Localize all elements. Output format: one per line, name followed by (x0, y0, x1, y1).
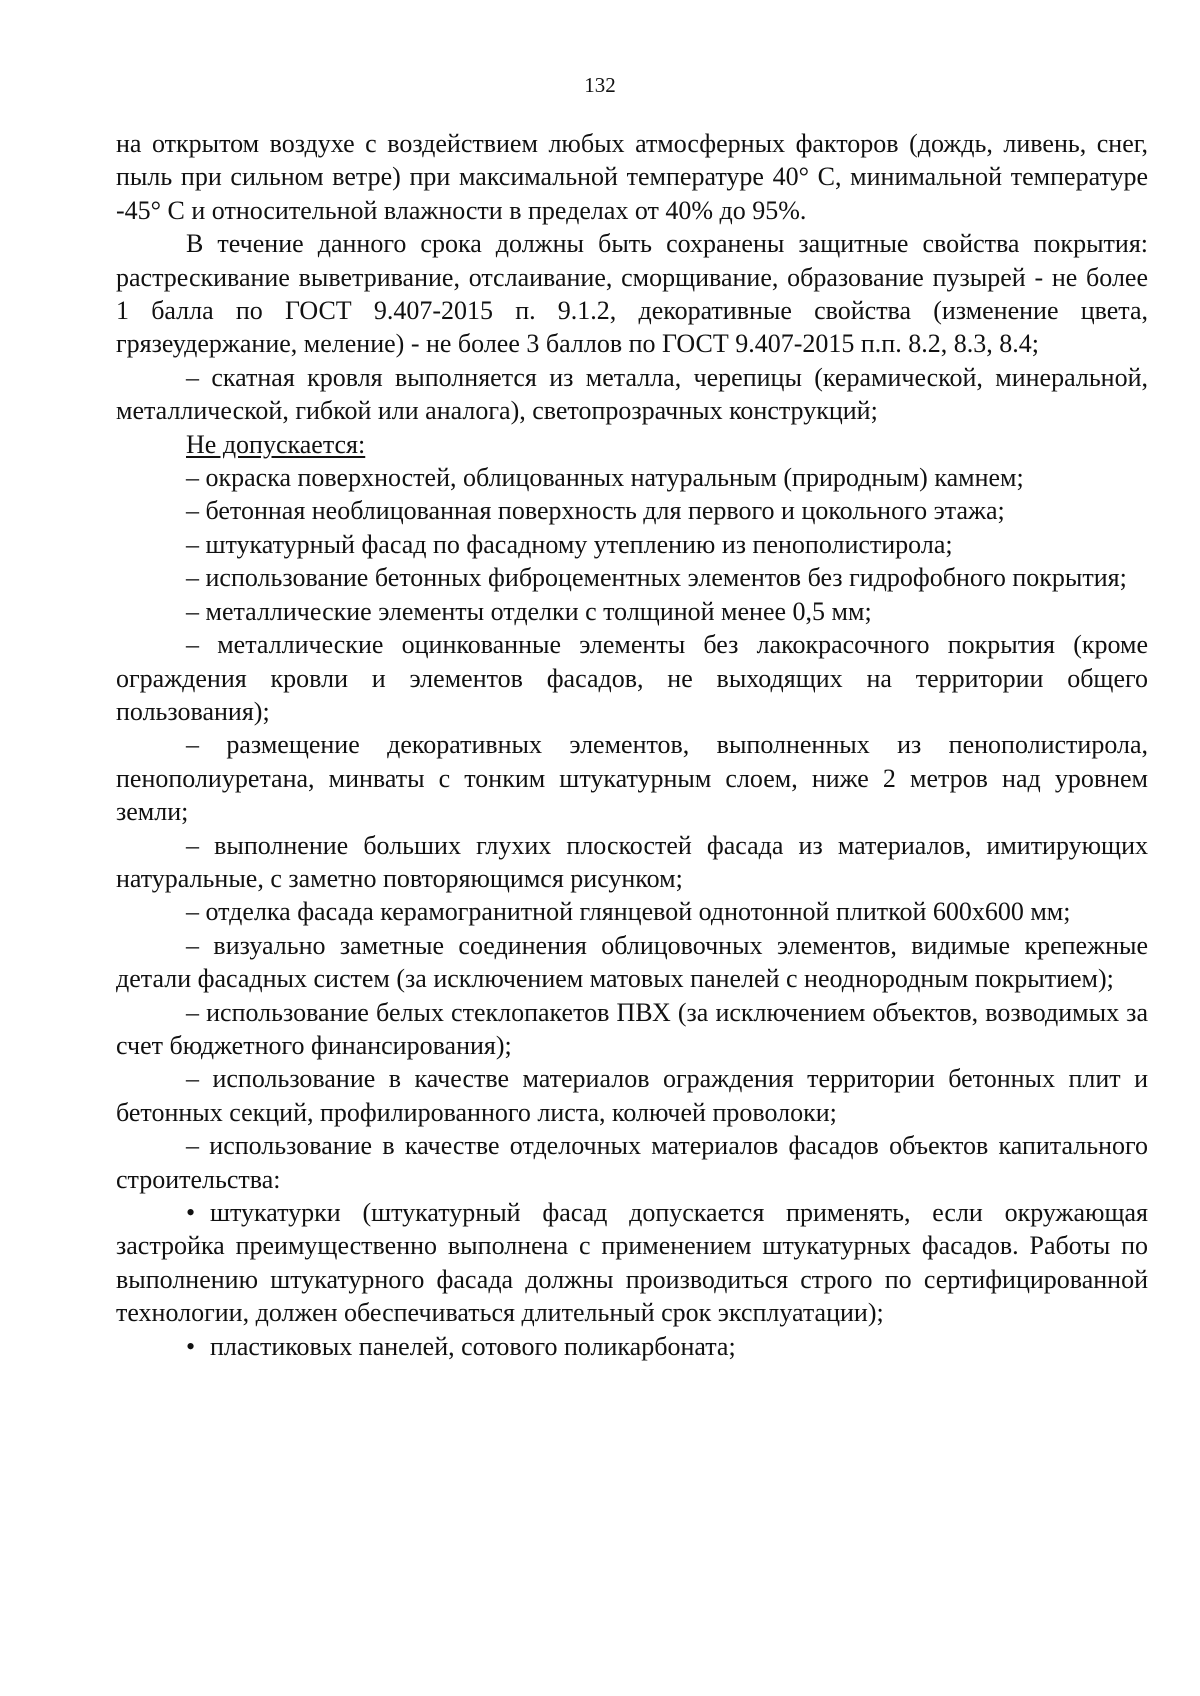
list-item-fence-materials: – использование в качестве материалов ограждения территории бетонных плит и бетонных секций, профилированного листа, колючей проволоки; (116, 1064, 1148, 1127)
section-heading-not-allowed (116, 428, 1148, 461)
list-item-fiber-cement: – использование бетонных фиброцементных элементов без гидрофобного покрытия; (186, 563, 1127, 593)
list-item-plaster-facade: – штукатурный фасад по фасадному утеплению из пенополистирола; (186, 529, 953, 559)
bullet-item-plastic-panels (116, 1330, 1148, 1363)
list-item-concrete-surface: – бетонная необлицованная поверхность для первого и цокольного этажа; (186, 496, 1005, 526)
page-number: 132 (584, 73, 616, 97)
list-item-blank-planes: – выполнение больших глухих плоскостей фасада из материалов, имитирующих натуральные, с заметно повторяющимся рисунком; (116, 830, 1148, 893)
bullet-text: штукатурки (штукатурный фасад допускается применять, если окружающая застройка преимущественно выполнена с применением штукатурных фасадов. Работы по выполнению штукатурного фасада должны производиться строго по сертифицированной технологии, должен обеспечиваться длительный срок эксплуатации); (116, 1198, 1148, 1328)
bullet-text: пластиковых панелей, сотового поликарбоната; (210, 1331, 736, 1361)
document-body (116, 127, 1148, 1363)
paragraph-continuation: на открытом воздухе с воздействием любых атмосферных факторов (дождь, ливень, снег, пыль при сильном ветре) при максимальной температуре 40° С, минимальной температуре -45° С и относительной влажности в пределах от 40% до 95%. (116, 129, 1148, 225)
bullet-item-plaster (116, 1196, 1148, 1330)
list-item-visible-joints: – визуально заметные соединения облицовочных элементов, видимые крепежные детали фасадных систем (за исключением матовых панелей с неоднородным покрытием); (116, 930, 1148, 994)
bullet-marker: • (186, 1198, 196, 1227)
list-item-decorative-elements: – размещение декоративных элементов, выполненных из пенополистирола, пенополиуретана, минваты с тонким штукатурным слоем, ниже 2 метров над уровнем земли; (116, 730, 1148, 827)
list-item-galvanized-elements: – металлические оцинкованные элементы без лакокрасочного покрытия (кроме ограждения кровли и элементов фасадов, не выходящих на территории общего пользования); (116, 630, 1148, 726)
list-item-porcelain-tile: – отделка фасада керамогранитной глянцевой однотонной плиткой 600х600 мм; (186, 897, 1071, 927)
bullet-marker: • (186, 1331, 196, 1361)
paragraph-protective-properties: В течение данного срока должны быть сохранены защитные свойства покрытия: растрескивание выветривание, отслаивание, сморщивание, образование пузырей - не более 1 балла по ГОСТ 9.407-2015 п. 9.1.2, декоративные свойства (изменение цвета, грязеудержание, меление) - не более 3 баллов по ГОСТ 9.407-2015 п.п. 8.2, 8.3, 8.4; (116, 229, 1148, 359)
paragraph-pitched-roof: – скатная кровля выполняется из металла, черепицы (керамической, минеральной, металлической, гибкой или аналога), светопрозрачных конструкций; (116, 362, 1148, 426)
list-item-white-pvc: – использование белых стеклопакетов ПВХ (за исключением объектов, возводимых за счет бюджетного финансирования); (116, 997, 1148, 1060)
list-item-finishing-materials: – использование в качестве отделочных материалов фасадов объектов капитального строительства: (116, 1131, 1148, 1194)
list-item-painting-stone: – окраска поверхностей, облицованных натуральным (природным) камнем; (186, 463, 1024, 493)
not-allowed-heading: Не допускается: (186, 429, 366, 459)
list-item-metal-thickness: – металлические элементы отделки с толщиной менее 0,5 мм; (186, 596, 872, 626)
